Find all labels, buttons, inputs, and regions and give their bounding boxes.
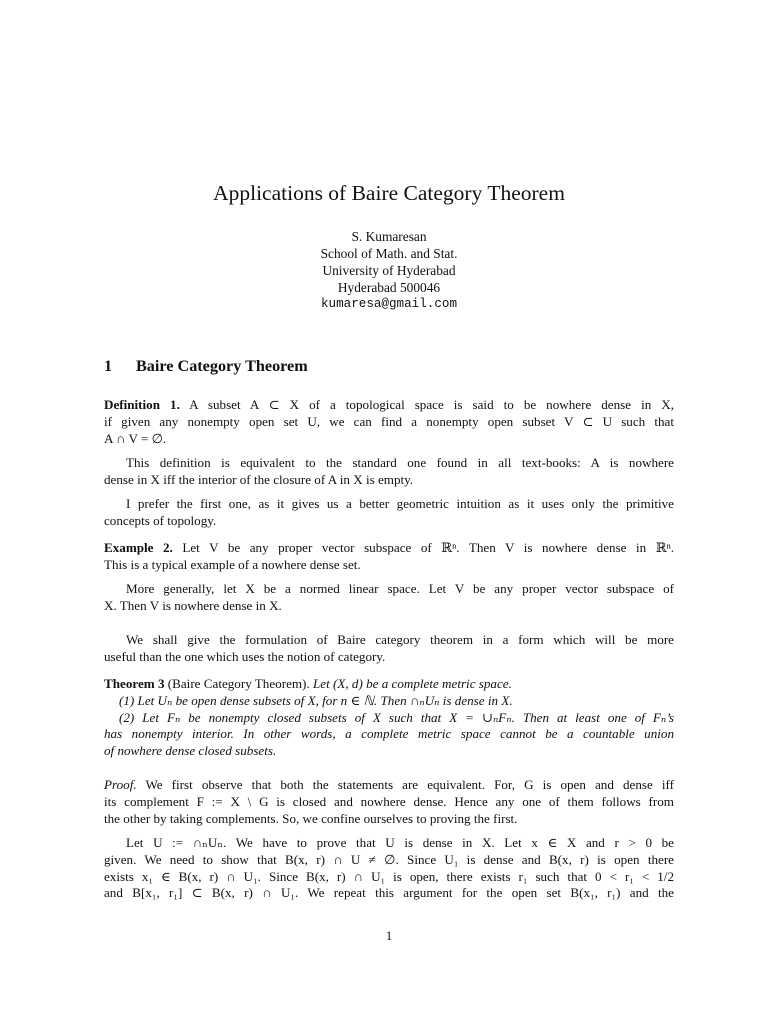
block-label: Definition 1. <box>104 397 180 412</box>
block-label: Proof. <box>104 777 137 792</box>
section-heading <box>104 356 664 376</box>
text-line: I prefer the first one, as it gives us a better geometric intuition as it uses only the primitive <box>126 496 674 511</box>
text-line: the other by taking complements. So, we confine ourselves to proving the first. <box>104 810 518 826</box>
text-line: More generally, let X be a normed linear space. Let V be any proper vector subspace of <box>126 581 674 596</box>
author-block <box>0 228 768 313</box>
paragraph <box>104 496 674 530</box>
example-2 <box>104 540 674 574</box>
text-line: if given any nonempty open set U, we can find a nonempty open subset V ⊂ U such that <box>104 413 674 429</box>
section-title: Baire Category Theorem <box>136 357 308 375</box>
affiliation-line: University of Hyderabad <box>322 263 456 279</box>
text-line: A ∩ V = ∅. <box>104 430 167 446</box>
author-email: kumaresa@gmail.com <box>320 297 458 312</box>
text-line: Let U := ∩ₙUₙ. We have to prove that U is dense in X. Let x ∈ X and r > 0 be <box>126 835 674 850</box>
theorem-note: (Baire Category Theorem). <box>167 676 310 691</box>
section-number: 1 <box>104 357 113 375</box>
theorem-3 <box>104 676 674 760</box>
text-line: Example 2. Let V be any proper vector subspace of ℝⁿ. Then V is nowhere dense in ℝⁿ. <box>104 540 674 555</box>
text-line: given. We need to show that B(x, r) ∩ U ≠ ∅. Since U₁ is dense and B(x, r) is open there <box>104 851 674 867</box>
affiliation-line: Hyderabad 500046 <box>337 280 441 296</box>
author-name: S. Kumaresan <box>351 229 427 244</box>
text-line: concepts of topology. <box>104 512 217 528</box>
text-line: We shall give the formulation of Baire category theorem in a form which will be more <box>126 632 674 647</box>
text-line: of nowhere dense closed subsets. <box>104 743 277 759</box>
text-line: useful than the one which uses the notion of category. <box>104 648 386 664</box>
text-line: its complement F := X \ G is closed and nowhere dense. Hence any one of them follows from <box>104 793 674 809</box>
affiliation-line: School of Math. and Stat. <box>320 246 458 262</box>
block-label: Example 2. <box>104 540 173 555</box>
text-line: Theorem 3 (Baire Category Theorem). Let (X, d) be a complete metric space. <box>104 676 512 691</box>
block-label: Theorem 3 <box>104 676 165 691</box>
paper-title: Applications of Baire Category Theorem <box>213 181 565 205</box>
text-line: and B[x₁, r₁] ⊂ B(x, r) ∩ U₁. We repeat this argument for the open set B(x₁, r₁) and the <box>104 885 674 901</box>
text-line: X. Then V is nowhere dense in X. <box>104 597 282 613</box>
paragraph <box>104 632 674 666</box>
text-line: Definition 1. A subset A ⊂ X of a topological space is said to be nowhere dense in X, <box>104 397 674 412</box>
text-line: (2) Let Fₙ be nonempty closed subsets of X such that X = ∪ₙFₙ. Then at least one of Fₙ’s <box>119 709 674 725</box>
text-line: exists x₁ ∈ B(x, r) ∩ U₁. Since B(x, r) ∩ U₁ is open, there exists r₁ such that 0 < r₁ < 1/2 <box>104 868 674 884</box>
definition-1 <box>104 397 674 447</box>
paragraph <box>104 835 674 902</box>
text-line: This definition is equivalent to the standard one found in all text-books: A is nowhere <box>126 455 674 470</box>
proof <box>104 777 674 827</box>
text-line: This is a typical example of a nowhere dense set. <box>104 556 361 572</box>
text-line: Proof. We first observe that both the statements are equivalent. For, G is open and dense iff <box>104 777 674 792</box>
paragraph <box>104 455 674 489</box>
text-line: has nonempty interior. In other words, a complete metric space cannot be a countable union <box>104 726 674 742</box>
text-line: dense in X iff the interior of the closure of A in X is empty. <box>104 471 414 487</box>
page-number: 1 <box>385 929 393 943</box>
paragraph <box>104 581 674 615</box>
text-line: (1) Let Uₙ be open dense subsets of X, for n ∈ ℕ. Then ∩ₙUₙ is dense in X. <box>119 692 513 708</box>
